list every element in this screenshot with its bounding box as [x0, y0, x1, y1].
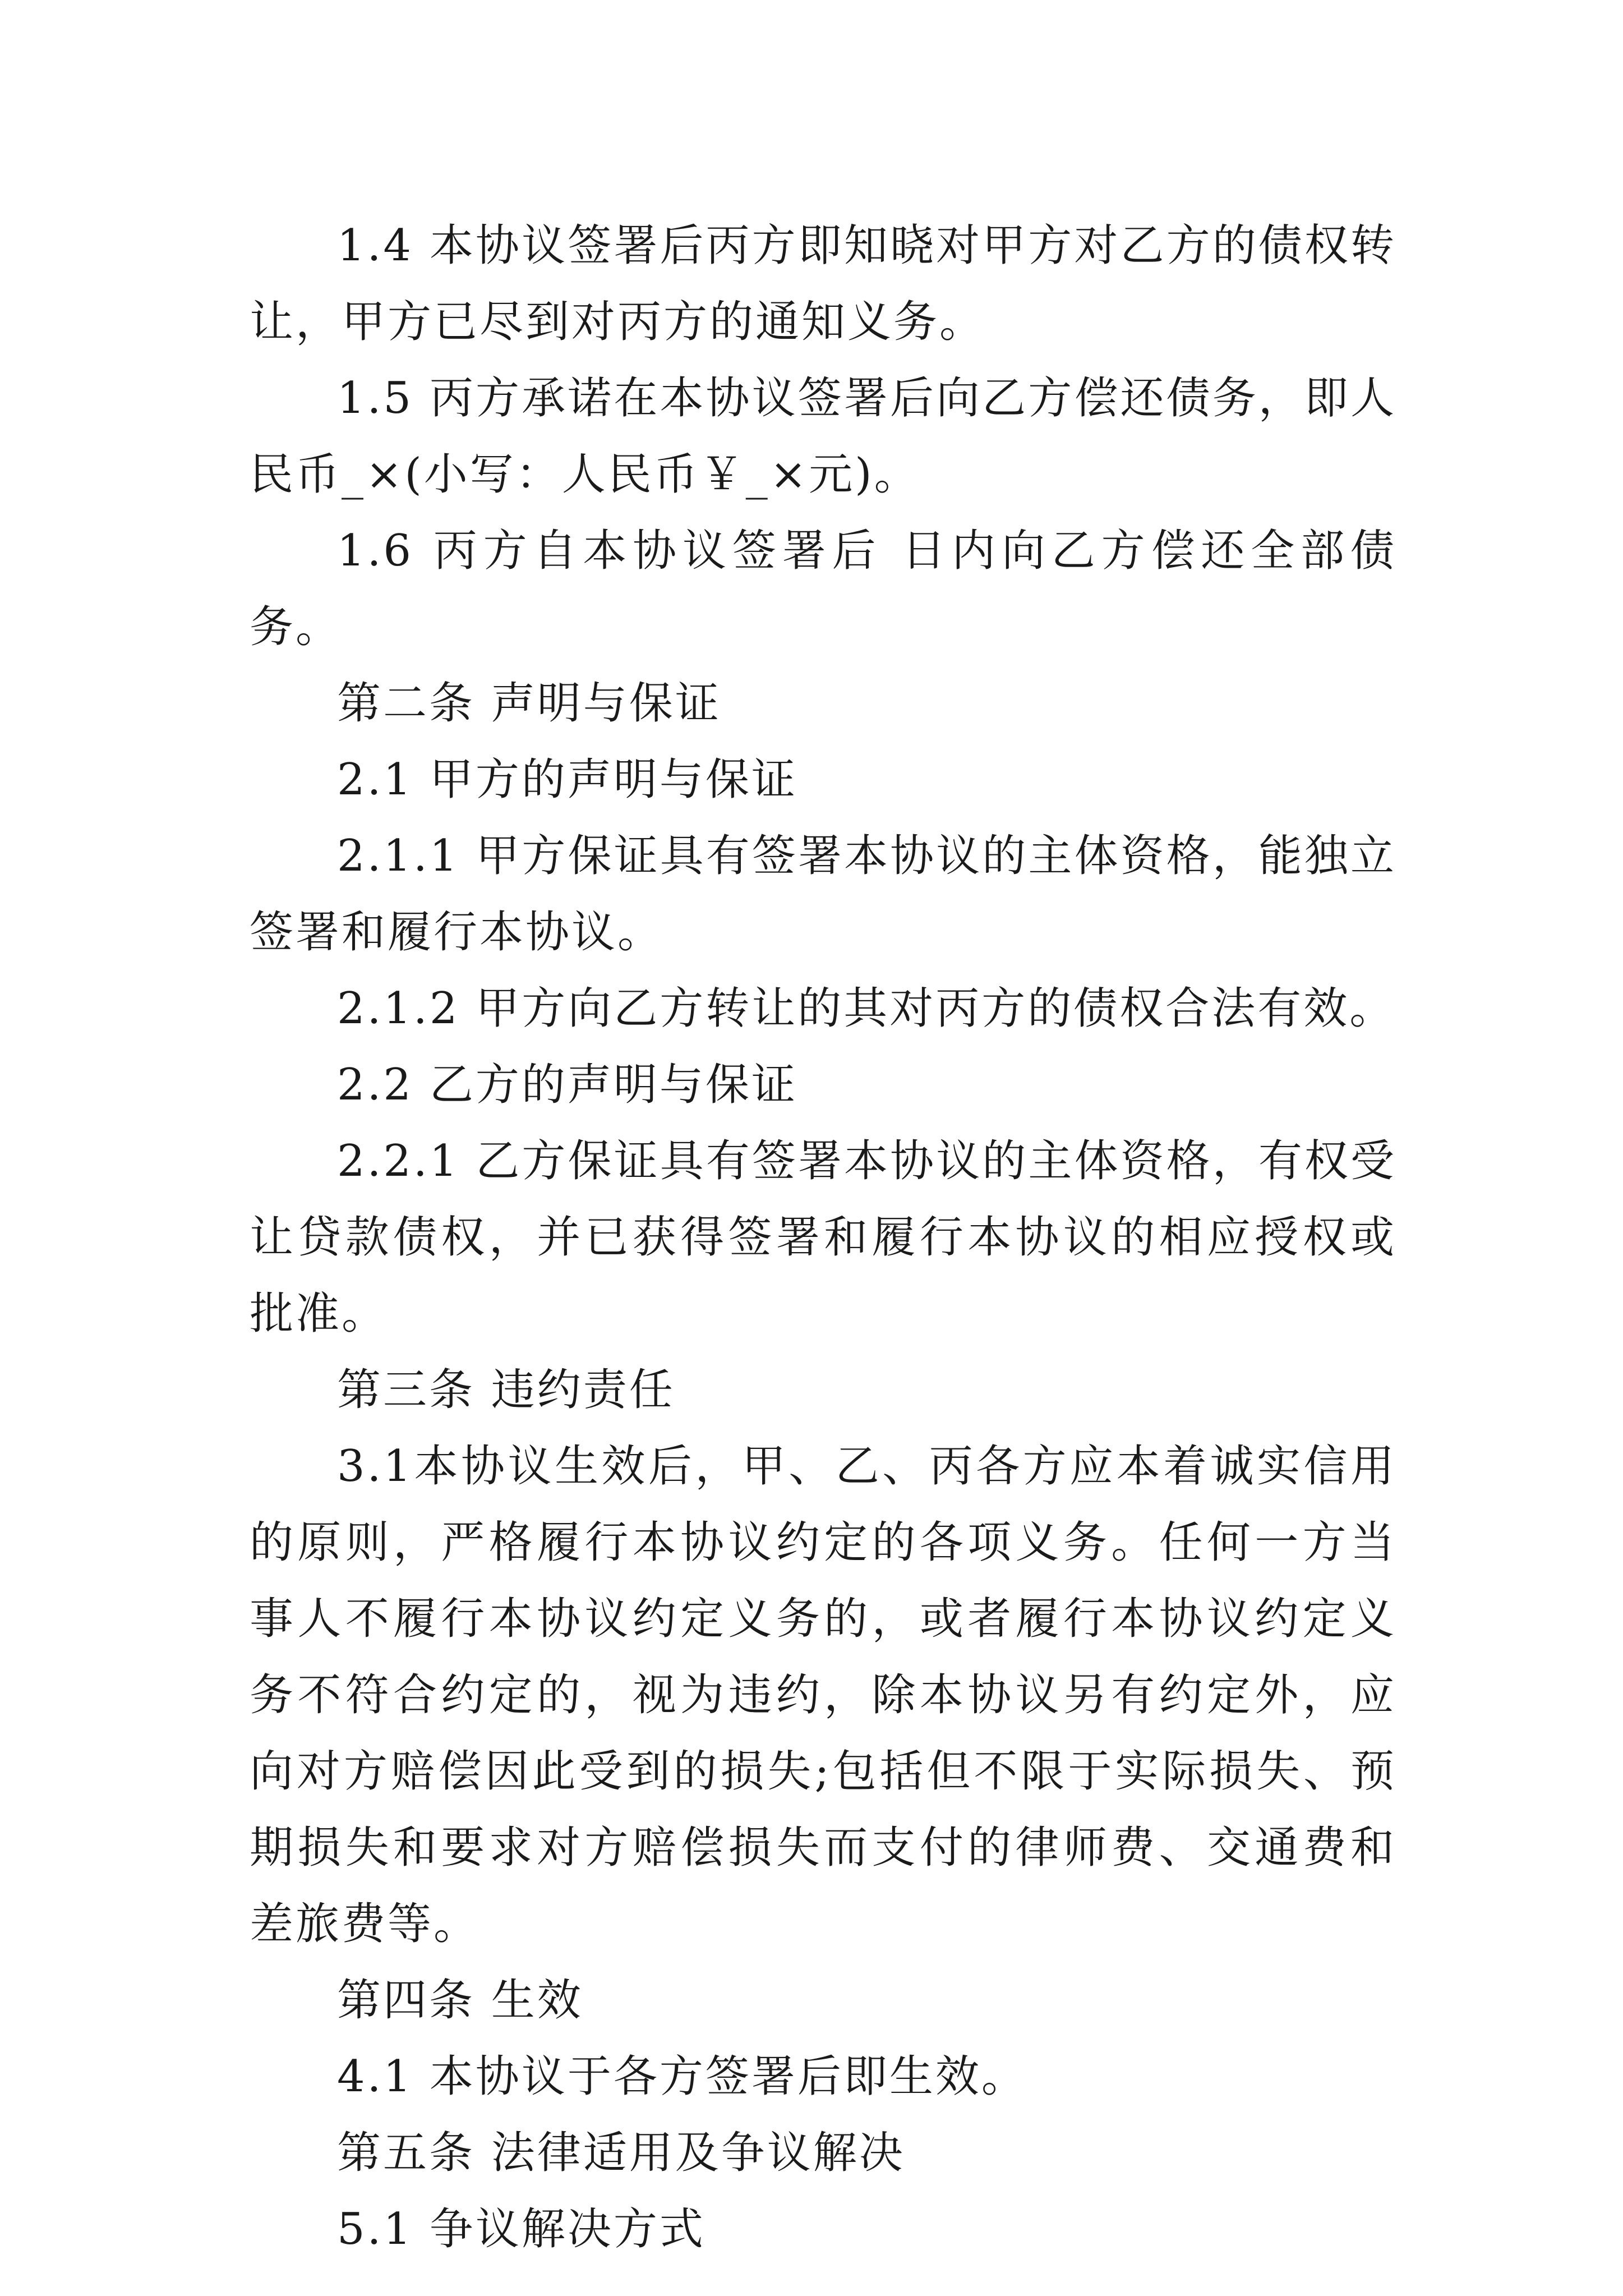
clause-3-1: 3.1本协议生效后，甲、乙、丙各方应本着诚实信用的原则，严格履行本协议约定的各项义务。任何一方当事人不履行本协议约定义务的，或者履行本协议约定义务不符合约定的，视为违约，除本协议另有约定外，应向对方赔偿因此受到的损失;包括但不限于实际损失、预期损失和要求对方赔偿损失而支付的律师费、交通费和差旅费等。	[250, 1441, 1396, 1949]
article-3-heading: 第三条 违约责任	[337, 1365, 675, 1415]
clause-1-6: 1.6 丙方自本协议签署后 日内向乙方偿还全部债务。	[250, 526, 1396, 652]
clause-2-2-1: 2.2.1 乙方保证具有签署本协议的主体资格，有权受让贷款债权，并已获得签署和履行本协议的相应授权或批准。	[250, 1136, 1396, 1339]
clause-2-1-2: 2.1.2 甲方向乙方转让的其对丙方的债权合法有效。	[337, 983, 1396, 1034]
clause-1-4: 1.4 本协议签署后丙方即知晓对甲方对乙方的债权转让，甲方已尽到对丙方的通知义务。	[250, 220, 1396, 347]
article-5-heading: 第五条 法律适用及争议解决	[337, 2128, 905, 2178]
clause-4-1: 4.1 本协议于各方签署后即生效。	[337, 2051, 1027, 2102]
article-2-heading: 第二条 声明与保证	[337, 678, 721, 729]
clause-1-5: 1.5 丙方承诺在本协议签署后向乙方偿还债务，即人民币_×(小写：人民币￥_×元)。	[250, 373, 1396, 500]
clause-2-2: 2.2 乙方的声明与保证	[337, 1060, 797, 1110]
article-4-heading: 第四条 生效	[337, 1975, 583, 2026]
clause-5-1: 5.1 争议解决方式	[337, 2204, 706, 2254]
clause-2-1-1: 2.1.1 甲方保证具有签署本协议的主体资格，能独立签署和履行本协议。	[250, 831, 1396, 958]
document-body	[250, 208, 1396, 2267]
clause-2-1: 2.1 甲方的声明与保证	[337, 754, 797, 805]
